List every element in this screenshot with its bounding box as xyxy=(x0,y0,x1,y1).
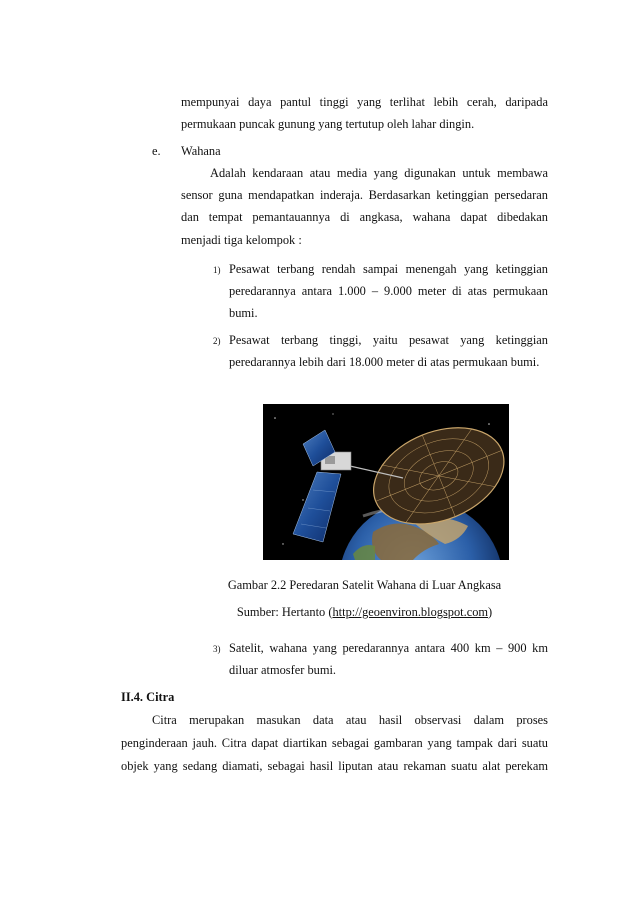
list-item-line: Pesawat terbang rendah sampai menengah yang ketinggian xyxy=(229,262,548,276)
source-suffix: ) xyxy=(488,605,493,619)
list-item-line: Pesawat terbang tinggi, yaitu pesawat yang ketinggian xyxy=(229,333,548,347)
section-line: penginderaan jauh. Citra dapat diartikan sebagai gambaran yang tampak dari suatu xyxy=(121,736,548,750)
list-marker: 1) xyxy=(213,265,221,275)
list-item-line: bumi. xyxy=(229,306,258,320)
para-line: dan tempat pemantauannya di angkasa, wahana dapat dibedakan xyxy=(181,210,548,224)
para-line: menjadi tiga kelompok : xyxy=(181,233,302,247)
list-marker: 2) xyxy=(213,336,221,346)
source-prefix: Sumber: Hertanto ( xyxy=(236,605,333,619)
list-marker-e: e. xyxy=(152,144,161,158)
list-item-line: Satelit, wahana yang peredarannya antara 400 km – 900 km xyxy=(229,641,548,655)
para-line: sensor guna mendapatkan inderaja. Berdasarkan ketinggian persedaran xyxy=(181,188,548,202)
para-line: mempunyai daya pantul tinggi yang terlihat lebih cerah, daripada xyxy=(181,95,548,109)
para-line: Adalah kendaraan atau media yang digunakan untuk membawa xyxy=(210,166,548,180)
satellite-image xyxy=(263,404,509,560)
list-item-line: diluar atmosfer bumi. xyxy=(229,663,337,677)
source-link[interactable]: http://geoenviron.blogspot.com xyxy=(332,605,489,619)
section-line: objek yang sedang diamati, sebagai hasil liputan atau rekaman suatu alat perekam xyxy=(121,759,548,773)
figure-caption: Gambar 2.2 Peredaran Satelit Wahana di Luar Angkasa xyxy=(227,578,502,592)
section-line: Citra merupakan masukan data atau hasil observasi dalam proses xyxy=(152,713,548,727)
figure-source xyxy=(181,604,548,620)
item-title: Wahana xyxy=(181,144,221,158)
para-line: permukaan puncak gunung yang tertutup oleh lahar dingin. xyxy=(181,117,475,131)
list-marker: 3) xyxy=(213,644,221,654)
list-item-line: peredarannya lebih dari 18.000 meter di atas permukaan bumi. xyxy=(229,355,540,369)
section-heading: II.4. Citra xyxy=(121,690,175,704)
list-item-line: peredarannya antara 1.000 – 9.000 meter di atas permukaan xyxy=(229,284,548,298)
